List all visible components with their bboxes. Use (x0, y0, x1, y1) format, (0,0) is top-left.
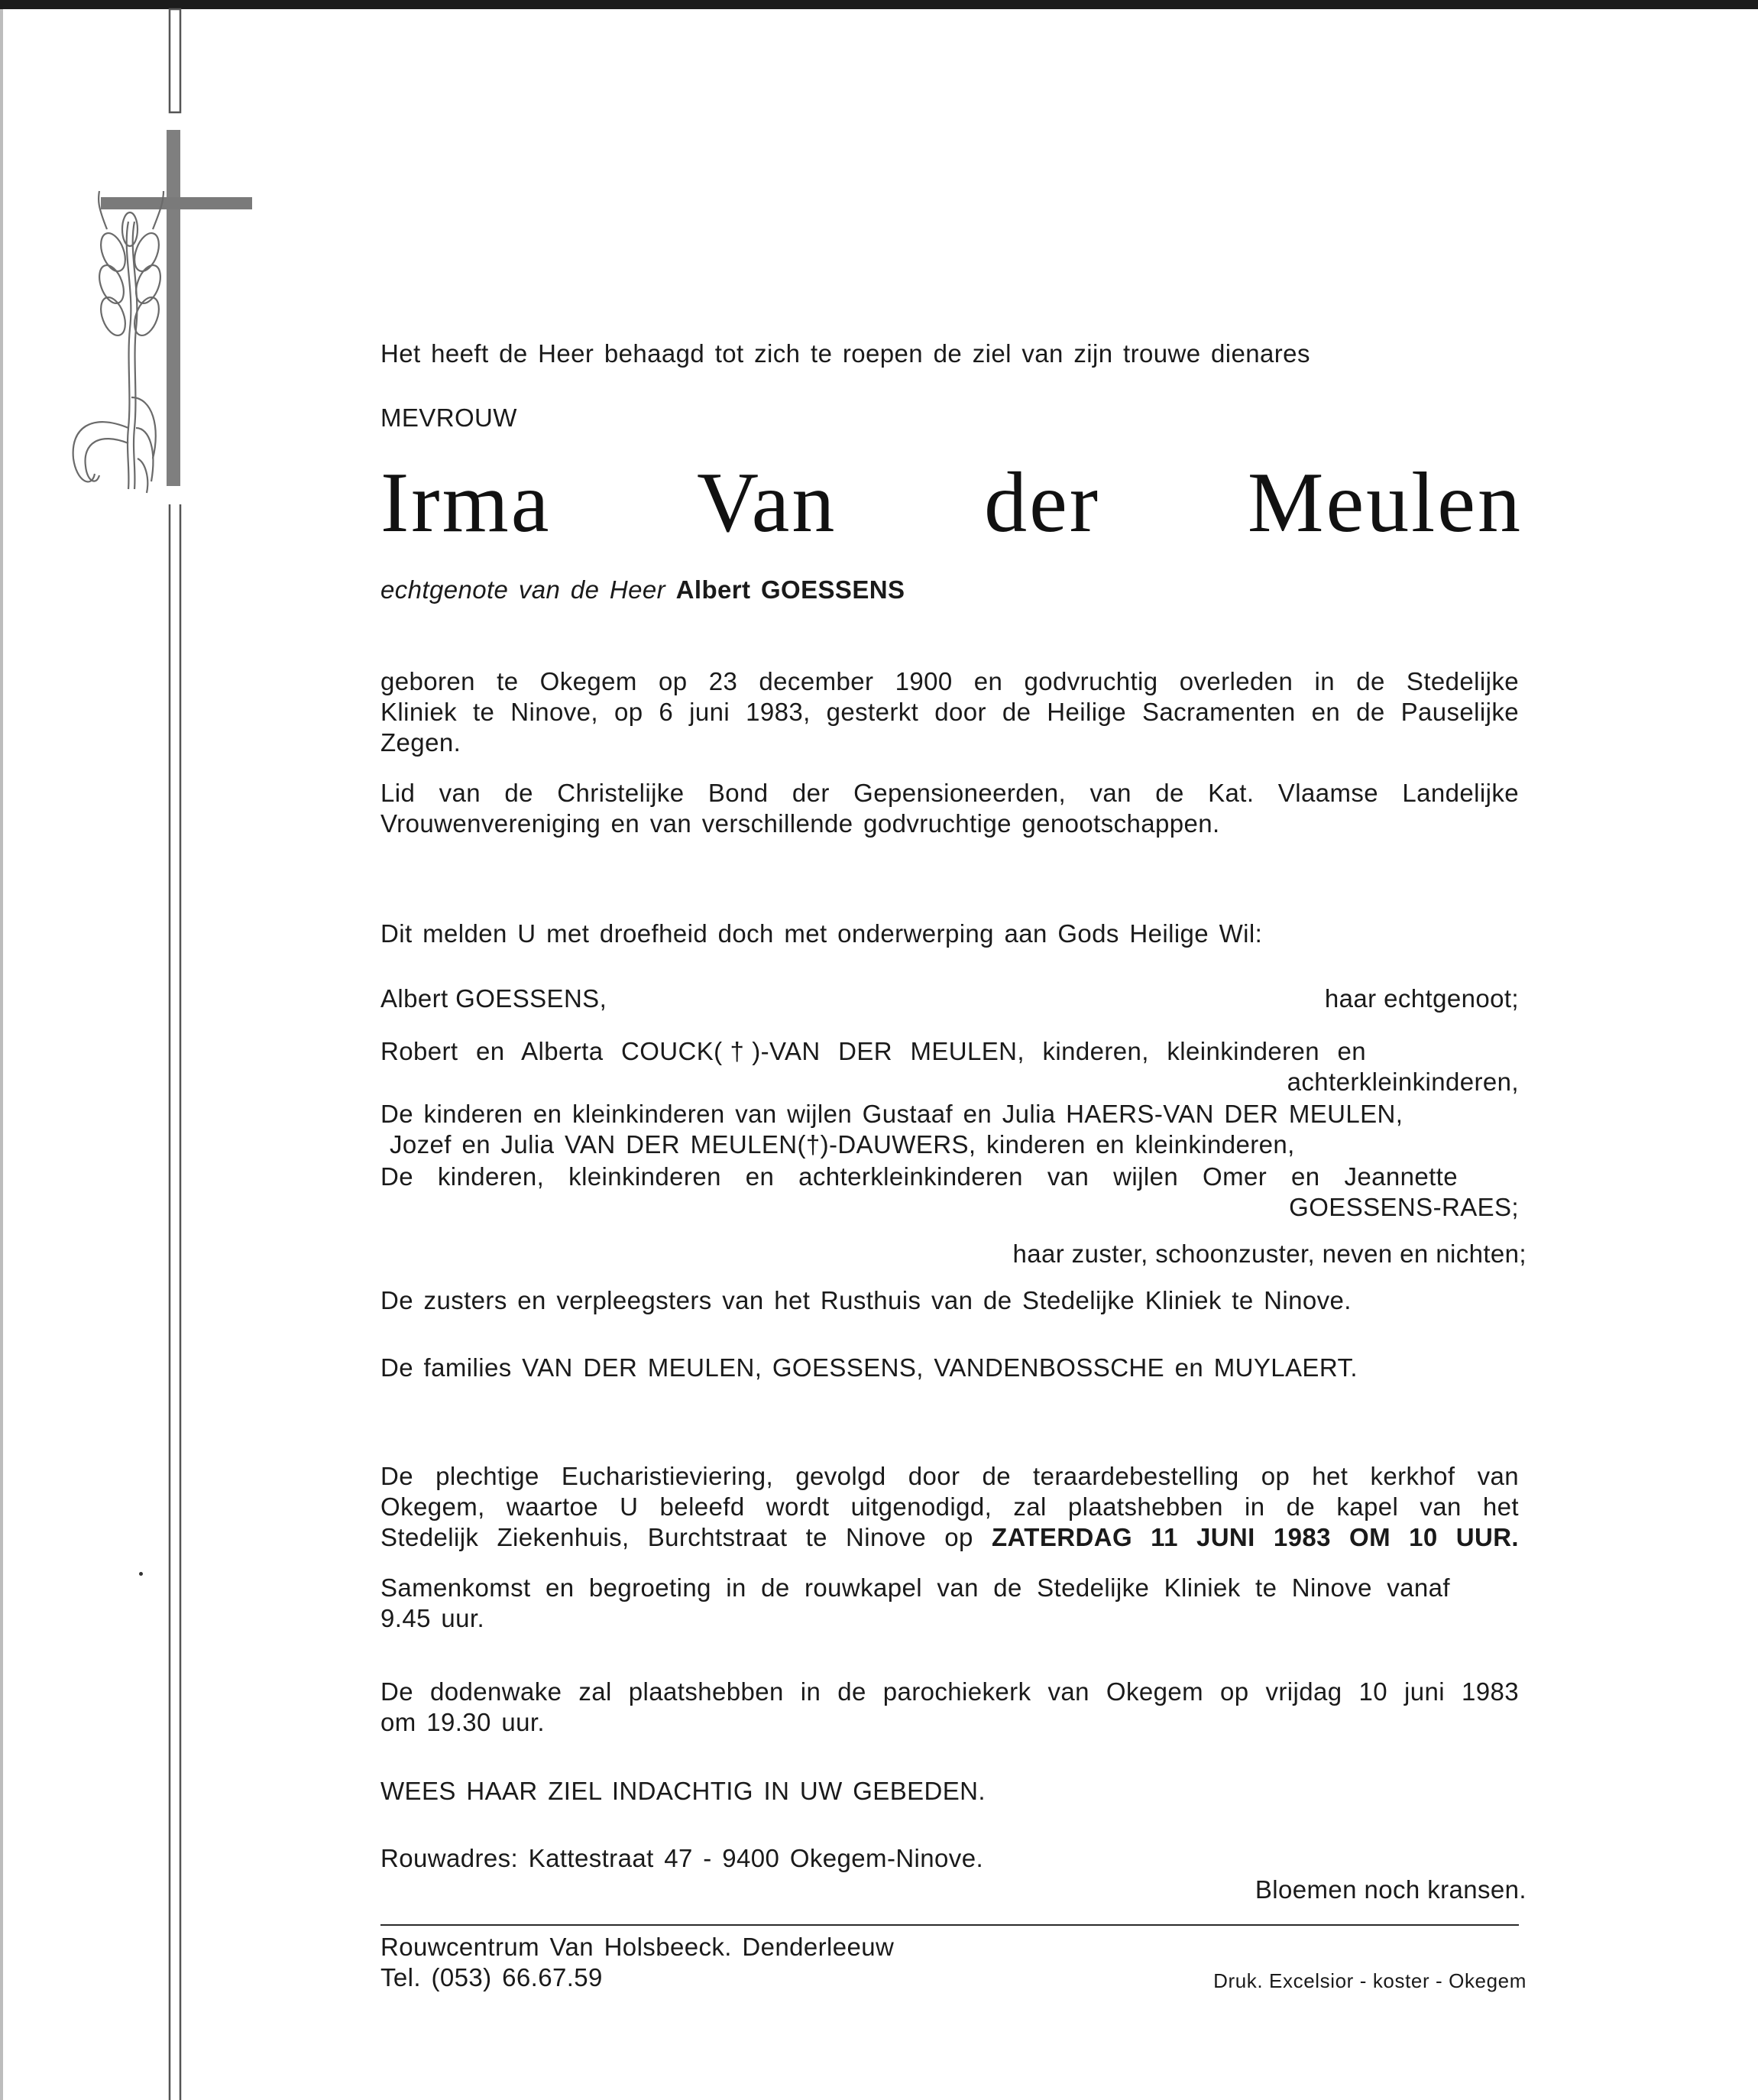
address-line: Rouwadres: Kattestraat 47 - 9400 Okegem-Ninove. (380, 1844, 984, 1872)
funeral-home: Rouwcentrum Van Holsbeeck. Denderleeuw (380, 1933, 895, 1961)
mourner-2-line-1: Robert en Alberta COUCK(†)-VAN DER MEULEN, kinderen, kleinkinderen en (380, 1037, 1366, 1065)
ceremony-paragraph (380, 1461, 1519, 1553)
mourner-4: Jozef en Julia VAN DER MEULEN(†)-DAUWERS, kinderen en kleinkinderen, (390, 1130, 1295, 1159)
birth-death-line-3: Zegen. (380, 728, 461, 757)
membership-paragraph (380, 778, 1519, 839)
wake-paragraph (380, 1677, 1519, 1738)
obituary-card (380, 0, 1527, 2100)
title-word: MEVROUW (380, 403, 517, 432)
ceremony-line-1: De plechtige Eucharistieviering, gevolgd door de teraardebestelling op het kerkhof van (380, 1462, 1519, 1490)
prayer-line: WEES HAAR ZIEL INDACHTIG IN UW GEBEDEN. (380, 1777, 986, 1805)
ceremony-line-2: Okegem, waartoe U beleefd wordt uitgenodigd, zal plaatshebben in de kapel van het (380, 1492, 1519, 1521)
mourner-5-line-2: GOESSENS-RAES; (1289, 1193, 1519, 1221)
membership-line-1: Lid van de Christelijke Bond der Gepensioneerden, van de Kat. Vlaamse Landelijke (380, 779, 1519, 807)
funeral-home-phone: Tel. (053) 66.67.59 (380, 1963, 603, 1991)
families-line: De families VAN DER MEULEN, GOESSENS, VANDENBOSSCHE en MUYLAERT. (380, 1353, 1358, 1382)
spouse-name: Albert GOESSENS (675, 575, 905, 604)
mourner-1-name: Albert GOESSENS, (380, 984, 607, 1013)
mourner-3: De kinderen en kleinkinderen van wijlen Gustaaf en Julia HAERS-VAN DER MEULEN, (380, 1100, 1403, 1128)
flowers-note: Bloemen noch kransen. (1255, 1875, 1527, 1904)
intro-text: Het heeft de Heer behaagd tot zich te roepen de ziel van zijn trouwe dienares (380, 339, 1310, 368)
gathering-line-1: Samenkomst en begroeting in de rouwkapel van de Stedelijke Kliniek te Ninove vanaf (380, 1573, 1450, 1602)
mourner-row-1 (380, 984, 1519, 1014)
cross-icon (0, 0, 275, 2100)
spouse-line (380, 575, 1519, 605)
mourner-5 (380, 1162, 1519, 1223)
membership-line-2: Vrouwenvereniging en van verschillende godvruchtige genootschappen. (380, 809, 1220, 838)
mourner-5-line-1: De kinderen, kleinkinderen en achterkleinkinderen van wijlen Omer en Jeannette (380, 1162, 1458, 1191)
birth-death-line-1: geboren te Okegem op 23 december 1900 en godvruchtig overleden in de Stedelijke (380, 667, 1519, 695)
relation-summary: haar zuster, schoonzuster, neven en nichten; (1012, 1240, 1527, 1268)
printer-credit: Druk. Excelsior - koster - Okegem (1213, 1969, 1527, 1992)
mourner-6: De zusters en verpleegsters van het Rusthuis van de Stedelijke Kliniek te Ninove. (380, 1286, 1352, 1314)
footer-divider (380, 1924, 1519, 1926)
speck (139, 1572, 143, 1576)
wheat-icon (73, 191, 165, 493)
spouse-prefix: echtgenote van de Heer (380, 575, 666, 604)
wake-line-1: De dodenwake zal plaatshebben in de parochiekerk van Okegem op vrijdag 10 juni 1983 (380, 1677, 1519, 1706)
deceased-name: Irma Van der Meulen (380, 455, 1523, 550)
birth-death-line-2: Kliniek te Ninove, op 6 juni 1983, gesterkt door de Heilige Sacramenten en de Pauselijke (380, 698, 1519, 726)
ceremony-line-3-prefix: Stedelijk Ziekenhuis, Burchtstraat te Ninove op (380, 1523, 973, 1551)
mourner-2-line-2: achterkleinkinderen, (1287, 1068, 1519, 1096)
mourner-2 (380, 1036, 1519, 1097)
wake-line-2: om 19.30 uur. (380, 1708, 546, 1736)
announcement-text: Dit melden U met droefheid doch met onderwerping aan Gods Heilige Wil: (380, 919, 1263, 948)
mourner-1-relation: haar echtgenoot; (1324, 984, 1519, 1013)
gathering-paragraph (380, 1573, 1519, 1634)
ceremony-line-3 (380, 1522, 1519, 1553)
gathering-line-2: 9.45 uur. (380, 1604, 485, 1632)
birth-death-paragraph (380, 666, 1519, 758)
ceremony-date: ZATERDAG 11 JUNI 1983 OM 10 UUR. (991, 1523, 1519, 1551)
